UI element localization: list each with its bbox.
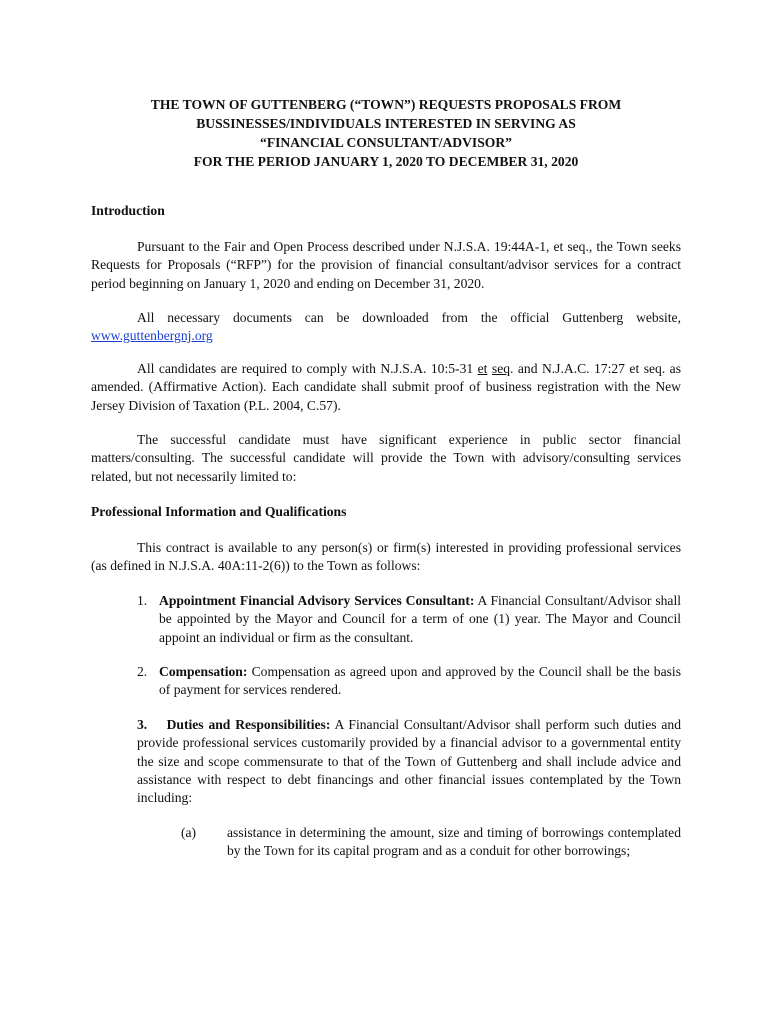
intro-paragraph-3-part-b: . and N.J.A.C. 17:27 et seq. as amended. (Affirmative Action). Each candidate shall submit proof of business registration with the New Jersey Division of Taxation (P.L. 2004, C.57). xyxy=(91,361,682,413)
professional-paragraph-1: This contract is available to any person(s) or firm(s) interested in providing professional services (as defined in N.J.S.A. 40A:11-2(6)) to the Town as follows: xyxy=(91,540,681,574)
sub-item-a-text: assistance in determining the amount, size and timing of borrowings contemplated by the Town for its capital program and as a conduit for other borrowings; xyxy=(227,825,681,859)
title-line-2: BUSSINESSES/INDIVIDUALS INTERESTED IN SERVING AS xyxy=(196,116,576,131)
item-1-number: 1. xyxy=(137,593,148,608)
document-title xyxy=(60,95,712,171)
intro-paragraph-4: The successful candidate must have significant experience in public sector financial matters/consulting. The successful candidate will provide the Town with advisory/consulting services related, but not necessarily limited to: xyxy=(91,432,681,484)
item-3-text: A Financial Consultant/Advisor shall perform such duties and provide professional services customarily provided by a financial advisor to a governmental entity the size and scope commensurate to that of the Town of Guttenberg and shall include advice and assistance with respect to debt financings and other financial issues contemplated by the Town including: xyxy=(137,717,682,806)
item-2 xyxy=(159,663,681,700)
item-3 xyxy=(137,716,681,807)
intro-paragraph-2 xyxy=(91,309,681,346)
title-line-3: “FINANCIAL CONSULTANT/ADVISOR” xyxy=(260,135,512,150)
et-underlined: et xyxy=(477,361,488,376)
guttenberg-website-link[interactable]: www.guttenbergnj.org xyxy=(91,328,213,344)
item-1 xyxy=(159,592,681,647)
intro-paragraph-3-part-a: All candidates are required to comply with N.J.S.A. 10:5-31 xyxy=(137,361,478,376)
item-2-label: Compensation: xyxy=(159,664,248,679)
seq-underlined: seq xyxy=(491,361,511,376)
item-3-number: 3. xyxy=(137,717,148,732)
item-1-text: A Financial Consultant/Advisor shall be appointed by the Mayor and Council for a term of one (1) year. The Mayor and Council appoint an individual or firm as the consultant. xyxy=(159,593,681,645)
professional-qualifications-heading: Professional Information and Qualifications xyxy=(91,504,347,519)
item-3-label: Duties and Responsibilities: xyxy=(166,717,331,732)
sub-item-a-label: (a) xyxy=(181,825,197,840)
item-2-text: Compensation as agreed upon and approved by the Council shall be the basis of payment for services rendered. xyxy=(159,664,681,698)
item-2-number: 2. xyxy=(137,664,148,679)
title-line-4: FOR THE PERIOD JANUARY 1, 2020 TO DECEMBER 31, 2020 xyxy=(193,154,579,169)
introduction-heading: Introduction xyxy=(91,203,165,218)
intro-paragraph-2-text: All necessary documents can be downloaded from the official Guttenberg website, xyxy=(137,310,681,325)
title-line-1: THE TOWN OF GUTTENBERG (“TOWN”) REQUESTS PROPOSALS FROM xyxy=(150,97,622,112)
item-1-label: Appointment Financial Advisory Services Consultant: xyxy=(159,593,475,608)
intro-paragraph-1: Pursuant to the Fair and Open Process described under N.J.S.A. 19:44A-1, et seq., the Town seeks Requests for Proposals (“RFP”) for the provision of financial consultant/advisor services for a contract period beginning on January 1, 2020 and ending on December 31, 2020. xyxy=(91,239,681,291)
intro-paragraph-3 xyxy=(91,360,681,415)
